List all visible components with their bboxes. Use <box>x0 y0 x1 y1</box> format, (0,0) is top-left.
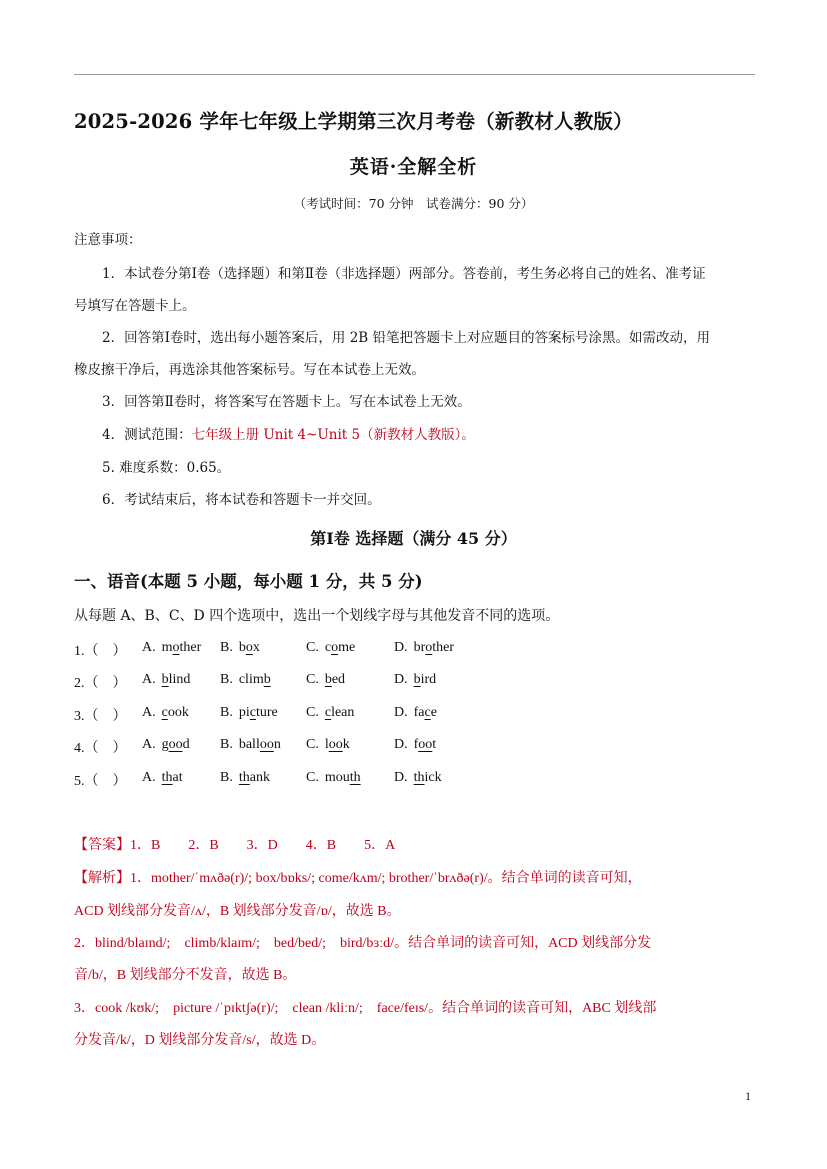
underlined-letters: oo <box>328 737 343 752</box>
option-letter: A. <box>142 770 156 785</box>
question-number: 4.（ ） <box>74 741 127 756</box>
note-3: 3．回答第Ⅱ卷时，将答案写在答题卡上。写在本试卷上无效。 <box>102 394 471 410</box>
question-row <box>0 737 827 759</box>
note-4-scope: 七年级上册 Unit 4~Unit 5（新教材人教版）。 <box>191 427 475 443</box>
word-part: lind <box>168 672 191 687</box>
page-title: 2025-2026 学年七年级上学期第三次月考卷（新教材人教版） <box>74 110 633 133</box>
part1-heading: 一、语音(本题 5 小题，每小题 1 分，共 5 分) <box>74 572 423 591</box>
word-part: g <box>161 737 169 752</box>
word-part: me <box>338 640 356 655</box>
word-part: ook <box>167 705 189 720</box>
word-part: k <box>342 737 350 752</box>
underlined-letters: o <box>425 640 433 655</box>
option-letter: A. <box>142 672 156 687</box>
option-d <box>394 640 454 656</box>
underlined-letters: o <box>172 640 180 655</box>
underlined-letters: c <box>324 705 332 720</box>
word-part: l <box>324 737 329 752</box>
word-part: n <box>273 737 281 752</box>
option-letter: B. <box>220 770 233 785</box>
option-letter: A. <box>142 737 156 752</box>
page-number: 1 <box>745 1089 751 1103</box>
option-letter: C. <box>306 640 319 655</box>
analysis-line-4: 音/b/，B 划线部分不发音，故选 B。 <box>74 968 297 983</box>
option-letter: D. <box>394 737 408 752</box>
option-letter: C. <box>306 770 319 785</box>
question-row <box>0 672 827 694</box>
analysis-label: 【解析】 <box>74 871 130 886</box>
part1-instruction: 从每题 A、B、C、D 四个选项中，选出一个划线字母与其他发音不同的选项。 <box>74 608 560 624</box>
option-a <box>142 770 183 786</box>
option-c <box>306 770 361 786</box>
answer-text: 1．B 2．B 3．D 4．B 5．A <box>130 838 396 853</box>
option-b <box>220 705 278 721</box>
underlined-letters: c <box>424 705 431 720</box>
option-letter: B. <box>220 640 233 655</box>
question-row <box>0 770 827 792</box>
underlined-letters: oo <box>418 737 433 752</box>
note-1-line-2: 号填写在答题卡上。 <box>74 298 196 314</box>
question-number: 2.（ ） <box>74 676 127 691</box>
word-part: m <box>161 640 173 655</box>
word-part: ture <box>255 705 278 720</box>
option-letter: A. <box>142 640 156 655</box>
page-subtitle: 英语·全解全析 <box>349 156 478 178</box>
option-a <box>142 672 190 688</box>
word-part: ther <box>432 640 455 655</box>
underlined-letters: c <box>249 705 256 720</box>
option-letter: C. <box>306 737 319 752</box>
option-letter: B. <box>220 672 233 687</box>
option-d <box>394 737 436 753</box>
option-c <box>306 672 345 688</box>
option-letter: B. <box>220 737 233 752</box>
option-a <box>142 737 190 753</box>
underlined-letters: th <box>349 770 361 785</box>
word-part: c <box>324 640 332 655</box>
word-part: lean <box>331 705 355 720</box>
word-part: ank <box>249 770 270 785</box>
question-row <box>0 705 827 727</box>
option-c <box>306 640 355 656</box>
answer-label: 【答案】 <box>74 838 130 853</box>
word-part: ick <box>424 770 442 785</box>
analysis-line-6: 分发音/k/，D 划线部分发音/s/，故选 D。 <box>74 1033 326 1048</box>
question-number: 1.（ ） <box>74 644 127 659</box>
option-letter: D. <box>394 640 408 655</box>
note-5: 5. 难度系数：0.65。 <box>102 460 231 476</box>
underlined-letters: o <box>331 640 339 655</box>
word-part: b <box>238 640 246 655</box>
analysis-line-2: ACD 划线部分发音/ʌ/，B 划线部分发音/ɒ/，故选 B。 <box>74 904 401 919</box>
option-a <box>142 640 201 656</box>
option-b <box>220 640 260 656</box>
word-part: f <box>413 737 419 752</box>
word-part: ball <box>238 737 260 752</box>
word-part: pi <box>238 705 250 720</box>
word-part: ird <box>420 672 437 687</box>
answer-line <box>74 834 395 854</box>
option-c <box>306 705 354 721</box>
option-letter: D. <box>394 705 408 720</box>
exam-meta: （考试时间：70 分钟 试卷满分：90 分） <box>293 196 534 211</box>
option-letter: A. <box>142 705 156 720</box>
option-letter: C. <box>306 705 319 720</box>
section-heading: 第Ⅰ卷 选择题（满分 45 分） <box>310 529 517 548</box>
option-letter: D. <box>394 770 408 785</box>
underlined-letters: b <box>263 672 271 687</box>
question-number: 5.（ ） <box>74 774 127 789</box>
notes-heading: 注意事项： <box>74 232 142 248</box>
note-2-line-2: 橡皮擦干净后，再选涂其他答案标号。写在本试卷上无效。 <box>74 362 425 378</box>
option-letter: D. <box>394 672 408 687</box>
option-d <box>394 705 437 721</box>
option-d <box>394 672 436 688</box>
word-part: fa <box>413 705 425 720</box>
note-4 <box>102 423 475 443</box>
word-part: d <box>182 737 190 752</box>
word-part: clim <box>238 672 264 687</box>
analysis-line-1: 【解析】1．mother/ˈmʌðə(r)/; box/bɒks/; come/kʌm/; brother/ˈbrʌðə(r)/。结合单词的读音可知， <box>74 871 642 886</box>
note-2-line-1: 2．回答第Ⅰ卷时，选出每小题答案后，用 2B 铅笔把答题卡上对应题目的答案标号涂黑。如需改动，用 <box>102 330 711 346</box>
underlined-letters: th <box>238 770 250 785</box>
note-6: 6．考试结束后，将本试卷和答题卡一并交回。 <box>102 492 381 508</box>
option-b <box>220 770 270 786</box>
underlined-letters: b <box>413 672 421 687</box>
underlined-letters: b <box>324 672 332 687</box>
underlined-letters: th <box>413 770 425 785</box>
analysis-line-5: 3．cook /kʊk/; picture /ˈpɪktʃə(r)/; clean /kliːn/; face/feɪs/。结合单词的读音可知，ABC 划线部 <box>74 1001 657 1016</box>
word-part: br <box>413 640 426 655</box>
word-part: mou <box>324 770 350 785</box>
underlined-letters: o <box>245 640 253 655</box>
word-part: at <box>172 770 183 785</box>
option-b <box>220 737 281 753</box>
option-letter: C. <box>306 672 319 687</box>
option-letter: B. <box>220 705 233 720</box>
underlined-letters: th <box>161 770 173 785</box>
word-part: x <box>252 640 260 655</box>
option-d <box>394 770 442 786</box>
analysis-line-3: 2．blind/blaɪnd/; climb/klaɪm/; bed/bed/; bird/bɜːd/。结合单词的读音可知，ACD 划线部分发 <box>74 936 652 951</box>
note-4-prefix: 4．测试范围： <box>102 427 192 443</box>
word-part: t <box>432 737 437 752</box>
underlined-letters: oo <box>259 737 274 752</box>
underlined-letters: c <box>161 705 168 720</box>
word-part: ed <box>331 672 346 687</box>
option-b <box>220 672 271 688</box>
option-a <box>142 705 189 721</box>
underlined-letters: b <box>161 672 169 687</box>
note-1-line-1: 1．本试卷分第Ⅰ卷（选择题）和第Ⅱ卷（非选择题）两部分。答卷前，考生务必将自己的姓名、准考证 <box>102 266 706 282</box>
underlined-letters: oo <box>168 737 183 752</box>
word-part: e <box>430 705 437 720</box>
word-part: ther <box>179 640 202 655</box>
header-rule <box>74 74 755 75</box>
question-row <box>0 640 827 662</box>
question-number: 3.（ ） <box>74 709 127 724</box>
option-c <box>306 737 350 753</box>
